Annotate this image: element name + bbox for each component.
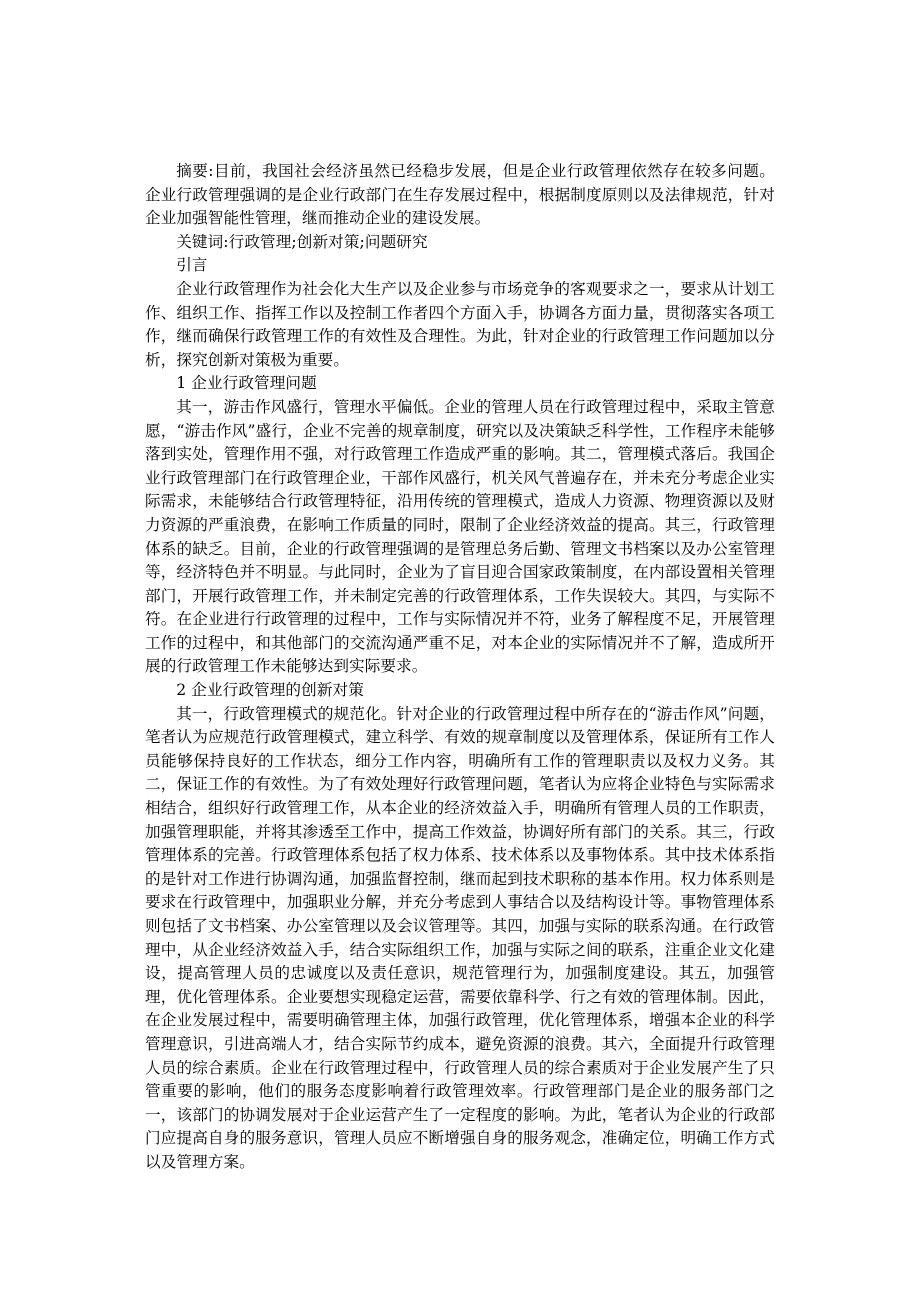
section-2-heading: 2 企业行政管理的创新对策 bbox=[176, 681, 364, 700]
intro-heading: 引言 bbox=[176, 256, 208, 275]
section-1-paragraph: 其一，游击作风盛行，管理水平偏低。企业的管理人员在行政管理过程中，采取主管意愿，“游击作风”盛行，企业不完善的规章制度，研究以及决策缺乏科学性，工作程序未能够落到实处，管理作用不强，对行政管理工作造成严重的影响。其二，管理模式落后。我国企业行政管理部门在行政管理企业，干部作风盛行，机关风气普遍存在，并未充分考虑企业实际需求，未能够结合行政管理特征，沿用传统的管理模式，造成人力资源、物理资源以及财力资源的严重浪费，在影响工作质量的同时，限制了企业经济效益的提高。其三，行政管理体系的缺乏。目前，企业的行政管理强调的是管理总务后勤、管理文书档案以及办公室管理等，经济特色并不明显。与此同时，企业为了盲目迎合国家政策制度，在内部设置相关管理部门，开展行政管理工作，并未制定完善的行政管理体系，工作失误较大。其四，与实际不符。在企业进行行政管理的过程中，工作与实际情况并不符，业务了解程度不足，开展管理工作的过程中，和其他部门的交流沟通严重不足，对本企业的实际情况并不了解，造成所开展的行政管理工作未能够达到实际要求。 bbox=[145, 397, 775, 676]
abstract-paragraph: 摘要:目前，我国社会经济虽然已经稳步发展，但是企业行政管理依然存在较多问题。企业行政管理强调的是企业行政部门在生存发展过程中，根据制度原则以及法律规范，针对企业加强智能性管理，继而推动企业的建设发展。 bbox=[145, 162, 775, 228]
document-page bbox=[145, 160, 775, 1175]
section-2-paragraph: 其一，行政管理模式的规范化。针对企业的行政管理过程中所存在的“游击作风”问题，笔者认为应规范行政管理模式，建立科学、有效的规章制度以及管理体系，保证所有工作人员能够保持良好的工作状态，细分工作内容，明确所有工作的管理职责以及权力义务。其二，保证工作的有效性。为了有效处理好行政管理问题，笔者认为应将企业特色与实际需求相结合，组织好行政管理工作，从本企业的经济效益入手，明确所有管理人员的工作职责，加强管理职能，并将其渗透至工作中，提高工作效益，协调好所有部门的关系。其三，行政管理体系的完善。行政管理体系包括了权力体系、技术体系以及事物体系。其中技术体系指的是针对工作进行协调沟通，加强监督控制，继而起到技术职称的基本作用。权力体系则是要求在行政管理中，加强职业分解，并充分考虑到人事结合以及结构设计等。事物管理体系则包括了文书档案、办公室管理以及会议管理等。其四，加强与实际的联系沟通。在行政管理中，从企业经济效益入手，结合实际组织工作，加强与实际之间的联系，注重企业文化建设，提高管理人员的忠诚度以及责任意识，规范管理行为，加强制度建设。其五，加强管理，优化管理体系。企业要想实现稳定运营，需要依靠科学、行之有效的管理体制。因此，在企业发展过程中，需要明确管理主体，加强行政管理，优化管理体系，增强本企业的科学管理意识，引进高端人才，结合实际节约成本，避免资源的浪费。其六，全面提升行政管理人员的综合素质。企业在行政管理过程中，行政管理人员的综合素质对于企业发展产生了只管重要的影响，他们的服务态度影响着行政管理效率。行政管理部门是企业的服务部门之一，该部门的协调发展对于企业运营产生了一定程度的影响。为此，笔者认为企业的行政部门应提高自身的服务意识，管理人员应不断增强自身的服务观念，准确定位，明确工作方式以及管理方案。 bbox=[145, 704, 775, 1171]
intro-paragraph: 企业行政管理作为社会化大生产以及企业参与市场竞争的客观要求之一，要求从计划工作、组织工作、指挥工作以及控制工作者四个方面入手，协调各方面力量，贯彻落实各项工作，继而确保行政管理工作的有效性及合理性。为此，针对企业的行政管理工作问题加以分析，探究创新对策极为重要。 bbox=[145, 279, 775, 369]
section-1-heading: 1 企业行政管理问题 bbox=[176, 374, 317, 393]
keywords-line: 关键词:行政管理;创新对策;问题研究 bbox=[176, 232, 428, 251]
